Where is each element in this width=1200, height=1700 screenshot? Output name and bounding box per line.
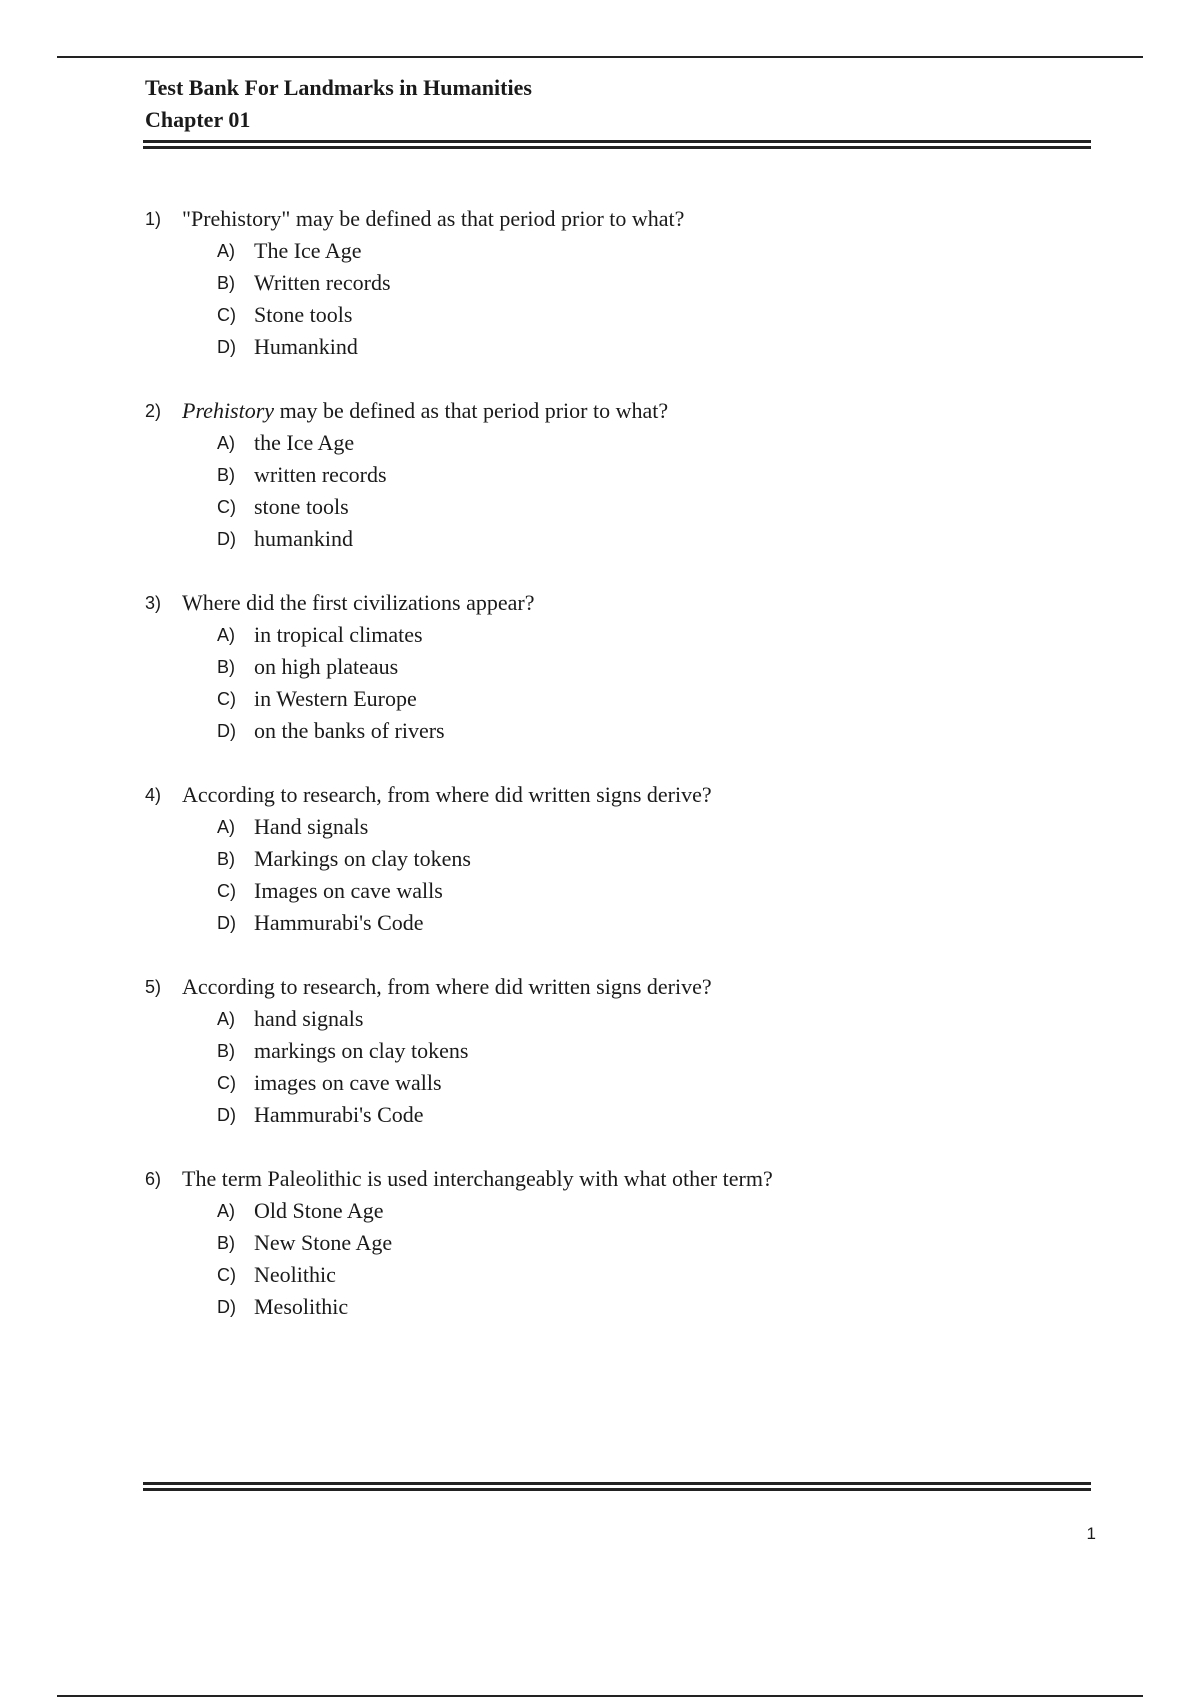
option-text: Written records [254, 270, 391, 295]
answer-option-a [145, 1003, 1095, 1035]
option-text: humankind [254, 526, 353, 551]
answer-option-a [145, 427, 1095, 459]
answer-option-b [145, 267, 1095, 299]
option-letter: D) [217, 1105, 236, 1125]
question-text: According to research, from where did written signs derive? [182, 974, 712, 999]
option-text: Markings on clay tokens [254, 846, 471, 871]
question-number: 3) [145, 593, 162, 613]
option-text: images on cave walls [254, 1070, 442, 1095]
header-divider [143, 140, 1091, 149]
answer-option-c [145, 1067, 1095, 1099]
question-text: Where did the first civilizations appear? [182, 590, 535, 615]
option-text: Images on cave walls [254, 878, 443, 903]
answer-option-a [145, 811, 1095, 843]
question-list [145, 203, 1095, 1355]
option-text: New Stone Age [254, 1230, 393, 1255]
option-text: Old Stone Age [254, 1198, 384, 1223]
option-letter: D) [217, 337, 236, 357]
option-text: Hammurabi's Code [254, 1102, 424, 1127]
option-text: written records [254, 462, 387, 487]
chapter-title: Chapter 01 [145, 107, 251, 132]
answer-option-d [145, 331, 1095, 363]
option-text: in tropical climates [254, 622, 423, 647]
answer-option-c [145, 875, 1095, 907]
option-letter: D) [217, 1297, 236, 1317]
option-letter: B) [217, 849, 235, 869]
answer-option-b [145, 843, 1095, 875]
option-letter: B) [217, 657, 235, 677]
option-letter: D) [217, 721, 236, 741]
option-text: in Western Europe [254, 686, 417, 711]
option-letter: B) [217, 465, 235, 485]
question-2 [145, 395, 1095, 587]
answer-option-a [145, 619, 1095, 651]
option-letter: A) [217, 817, 235, 837]
option-text: hand signals [254, 1006, 364, 1031]
page-number: 1 [1086, 1524, 1096, 1543]
option-text: The Ice Age [254, 238, 362, 263]
option-letter: B) [217, 273, 235, 293]
option-letter: A) [217, 433, 235, 453]
answer-option-c [145, 491, 1095, 523]
question-1 [145, 203, 1095, 395]
option-letter: A) [217, 1009, 235, 1029]
option-letter: A) [217, 241, 235, 261]
option-letter: C) [217, 305, 236, 325]
option-letter: B) [217, 1233, 235, 1253]
option-letter: C) [217, 1265, 236, 1285]
option-letter: A) [217, 625, 235, 645]
option-letter: C) [217, 497, 236, 517]
answer-option-a [145, 1195, 1095, 1227]
option-letter: C) [217, 881, 236, 901]
document-header [145, 72, 1095, 136]
answer-option-b [145, 1035, 1095, 1067]
question-number: 1) [145, 209, 162, 229]
option-letter: D) [217, 913, 236, 933]
answer-option-b [145, 1227, 1095, 1259]
option-text: on the banks of rivers [254, 718, 445, 743]
answer-option-d [145, 523, 1095, 555]
option-letter: B) [217, 1041, 235, 1061]
question-number: 2) [145, 401, 162, 421]
option-text: Stone tools [254, 302, 353, 327]
option-text: markings on clay tokens [254, 1038, 469, 1063]
question-6 [145, 1163, 1095, 1355]
question-text: According to research, from where did written signs derive? [182, 782, 712, 807]
question-text: Prehistory may be defined as that period prior to what? [182, 398, 669, 423]
question-number: 5) [145, 977, 162, 997]
answer-option-c [145, 299, 1095, 331]
option-letter: D) [217, 529, 236, 549]
option-text: the Ice Age [254, 430, 355, 455]
answer-option-d [145, 715, 1095, 747]
answer-option-b [145, 651, 1095, 683]
option-letter: C) [217, 1073, 236, 1093]
option-text: on high plateaus [254, 654, 399, 679]
option-text: stone tools [254, 494, 349, 519]
answer-option-c [145, 683, 1095, 715]
option-letter: A) [217, 1201, 235, 1221]
answer-option-b [145, 459, 1095, 491]
question-number: 6) [145, 1169, 162, 1189]
question-text: The term Paleolithic is used interchangeably with what other term? [182, 1166, 773, 1191]
option-text: Humankind [254, 334, 358, 359]
document-title: Test Bank For Landmarks in Humanities [145, 75, 532, 100]
question-number: 4) [145, 785, 162, 805]
page-bottom-border [57, 1695, 1143, 1697]
option-letter: C) [217, 689, 236, 709]
question-3 [145, 587, 1095, 779]
option-text: Mesolithic [254, 1294, 349, 1319]
question-5 [145, 971, 1095, 1163]
answer-option-d [145, 907, 1095, 939]
option-text: Neolithic [254, 1262, 336, 1287]
page-top-border [57, 56, 1143, 58]
footer-divider [143, 1482, 1091, 1491]
answer-option-a [145, 235, 1095, 267]
answer-option-d [145, 1099, 1095, 1131]
answer-option-d [145, 1291, 1095, 1323]
option-text: Hand signals [254, 814, 369, 839]
question-4 [145, 779, 1095, 971]
option-text: Hammurabi's Code [254, 910, 424, 935]
question-text: "Prehistory" may be defined as that period prior to what? [182, 206, 685, 231]
italic-term: Prehistory [182, 398, 275, 423]
answer-option-c [145, 1259, 1095, 1291]
